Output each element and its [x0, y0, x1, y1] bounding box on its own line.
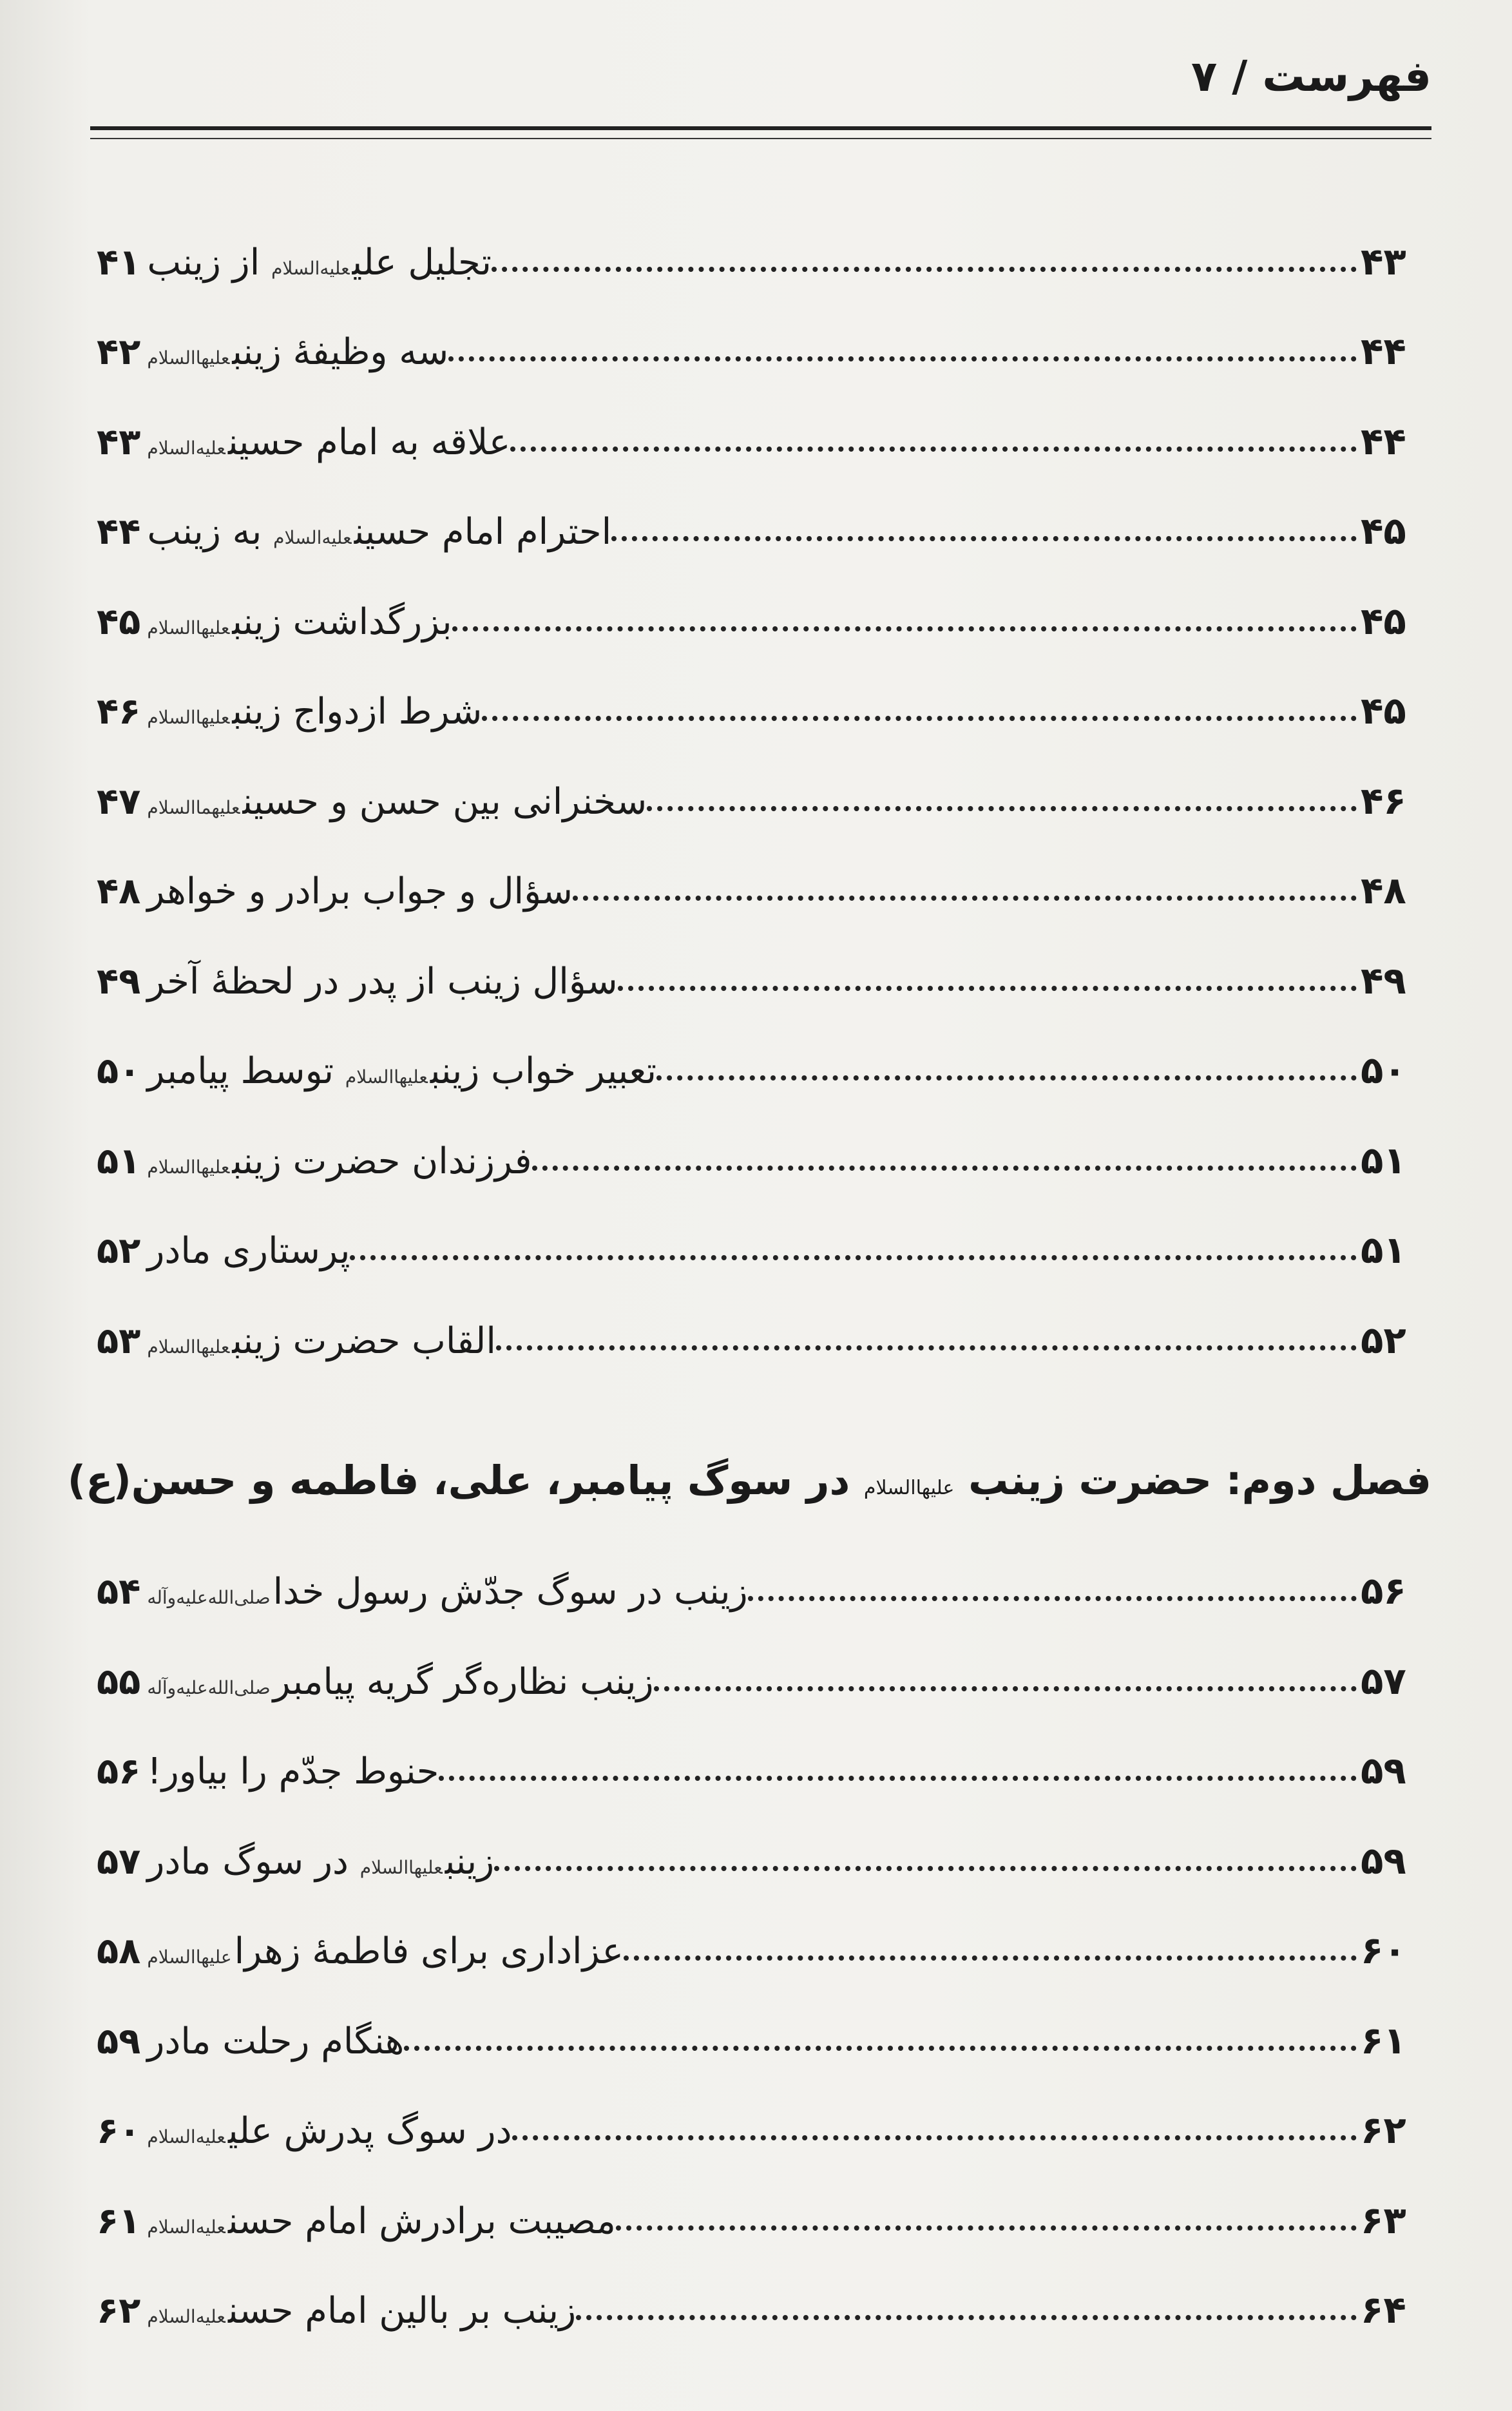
entry-page-number: ۴۳: [1361, 239, 1406, 283]
entry-title: [140, 2110, 512, 2152]
entry-honorific: علیه‌السلام: [147, 2306, 225, 2327]
entry-title: [140, 961, 617, 1003]
entry-page-number: ۴۴: [1361, 419, 1406, 463]
dot-leader: [573, 896, 1357, 901]
entry-page-number: ۵۰: [1361, 1048, 1406, 1092]
entry-number: ۴۳: [97, 421, 141, 463]
entry-honorific: علیه‌السلام: [147, 2126, 225, 2147]
toc-entry: [90, 1182, 1431, 1273]
toc-entry: [90, 2062, 1431, 2153]
entry-honorific: علیه‌السلام: [271, 257, 350, 279]
entry-title: [140, 1050, 656, 1092]
entry-title: [140, 1661, 653, 1703]
entry-title-suffix: به زینب: [147, 511, 262, 553]
entry-page-number: ۴۸: [1361, 869, 1406, 912]
entry-title: [140, 1571, 747, 1613]
dot-leader: [647, 806, 1357, 811]
entry-title: [140, 601, 452, 643]
toc-entry: [90, 283, 1431, 374]
entry-number: ۵۲: [97, 1230, 141, 1272]
entry-title-text: پرستاری مادر: [147, 1230, 350, 1272]
entry-page-number: ۴۶: [1361, 778, 1406, 823]
entry-page-number: ۴۴: [1361, 329, 1406, 373]
chapter-heading: [67, 1362, 1431, 1523]
entry-page-number: ۴۵: [1361, 689, 1406, 733]
toc-entry: [90, 463, 1431, 553]
entry-number: ۴۴: [97, 511, 141, 553]
toc-entry: [90, 1092, 1431, 1182]
entry-title-text: بزرگداشت زینب: [232, 600, 452, 643]
entry-number: ۵۰: [97, 1050, 141, 1092]
entry-page-number: ۴۵: [1361, 509, 1406, 553]
chapter-title: [68, 1457, 1431, 1504]
entry-title: [140, 1140, 531, 1182]
toc-entry: [90, 1613, 1431, 1703]
entry-honorific: علیه‌السلام: [147, 437, 225, 459]
dot-leader: [611, 536, 1357, 541]
entry-title-text: مصیبت برادرش امام حسن: [227, 2200, 616, 2242]
toc-entry: [90, 373, 1431, 463]
toc-section-1: [90, 193, 1431, 1362]
toc-section-2: [90, 1523, 1431, 2332]
entry-title-text: زینب نظاره‌گر گریه پیامبر: [273, 1660, 654, 1703]
toc-entry: [90, 912, 1431, 1003]
dot-leader: [496, 1345, 1357, 1350]
dot-leader: [482, 716, 1357, 721]
entry-honorific: صلی‌الله‌علیه‌وآله: [147, 1587, 271, 1608]
toc-entry: [90, 193, 1431, 283]
entry-number: ۴۹: [97, 960, 141, 1003]
entry-honorific: علیهاالسلام: [147, 347, 230, 369]
entry-title-text: زینب در سوگ جدّش رسول خدا: [273, 1571, 748, 1613]
entry-honorific: علیهاالسلام: [147, 1156, 230, 1178]
entry-page-number: ۴۵: [1361, 599, 1406, 643]
dot-leader: [350, 1255, 1357, 1260]
table-of-contents: [67, 193, 1431, 2332]
entry-title: [140, 2021, 404, 2062]
entry-title-suffix: از زینب: [147, 241, 260, 283]
entry-number: ۶۰: [97, 2110, 141, 2152]
toc-entry: [90, 1703, 1431, 1793]
dot-leader: [654, 1686, 1357, 1691]
entry-title: [140, 1320, 496, 1362]
dot-leader: [492, 267, 1357, 272]
entry-title: [140, 870, 573, 912]
entry-title-text: شرط ازدواج زینب: [232, 691, 483, 733]
entry-title: [140, 511, 611, 553]
dot-leader: [656, 1075, 1357, 1081]
entry-page-number: ۴۹: [1361, 958, 1406, 1003]
entry-title-text: حنوط جدّم را بیاور!: [147, 1751, 439, 1792]
dot-leader: [510, 447, 1357, 452]
dot-leader: [512, 2135, 1357, 2140]
dot-leader: [532, 1166, 1357, 1171]
entry-title: [140, 2290, 576, 2332]
chapter-title-a: فصل دوم: حضرت زینب: [968, 1456, 1431, 1504]
entry-number: ۶۱: [97, 2200, 141, 2242]
entry-title-text: القاب حضرت زینب: [232, 1320, 496, 1362]
entry-page-number: ۵۶: [1361, 1569, 1406, 1613]
entry-title: [140, 1751, 439, 1792]
entry-title: [140, 1230, 350, 1272]
entry-honorific: علیهاالسلام: [147, 1336, 230, 1358]
dot-leader: [439, 1776, 1357, 1781]
entry-number: ۵۷: [97, 1840, 141, 1883]
entry-title-suffix: توسط پیامبر: [147, 1050, 334, 1092]
entry-honorific: علیهاالسلام: [147, 1946, 232, 1968]
entry-page-number: ۶۳: [1361, 2198, 1406, 2242]
toc-entry: [90, 553, 1431, 643]
entry-number: ۵۸: [97, 1930, 141, 1972]
entry-title-text: سؤال و جواب برادر و خواهر: [147, 870, 573, 912]
entry-honorific: علیهماالسلام: [147, 796, 240, 818]
entry-honorific: صلی‌الله‌علیه‌وآله: [147, 1676, 271, 1698]
entry-title-text: سؤال زینب از پدر در لحظهٔ آخر: [147, 960, 618, 1003]
entry-number: ۴۱: [97, 241, 141, 283]
entry-page-number: ۵۹: [1361, 1838, 1406, 1883]
entry-number: ۴۷: [97, 780, 141, 823]
entry-number: ۴۲: [97, 331, 141, 373]
entry-page-number: ۵۲: [1361, 1318, 1406, 1362]
entry-number: ۴۸: [97, 870, 141, 912]
toc-entry: [90, 1523, 1431, 1613]
entry-number: ۵۹: [97, 2020, 141, 2062]
entry-number: ۵۶: [97, 1751, 141, 1792]
entry-number: ۵۳: [97, 1320, 141, 1362]
entry-title-text: علاقه به امام حسین: [227, 421, 511, 463]
entry-title-text: زینب: [445, 1840, 495, 1883]
entry-number: ۵۱: [97, 1140, 141, 1182]
page-header: [81, 45, 1431, 110]
chapter-title-b: در سوگ پیامبر، علی، فاطمه و حسن(ع): [67, 1456, 850, 1504]
entry-number: ۵۵: [97, 1660, 141, 1703]
entry-title: [140, 242, 492, 283]
toc-entry: [90, 1792, 1431, 1883]
chapter-honor: علیهاالسلام: [863, 1476, 955, 1499]
entry-honorific: علیهاالسلام: [147, 707, 230, 728]
toc-entry: [90, 733, 1431, 823]
entry-title: [140, 1930, 624, 1972]
entry-page-number: ۵۱: [1361, 1228, 1406, 1272]
entry-honorific: علیهاالسلام: [147, 617, 230, 639]
entry-title-text: فرزندان حضرت زینب: [232, 1140, 532, 1182]
entry-title-text: احترام امام حسین: [354, 511, 612, 553]
toc-entry: [90, 643, 1431, 733]
entry-number: ۴۶: [97, 691, 141, 733]
entry-title-text: زینب بر بالین امام حسن: [227, 2290, 577, 2332]
header-rule-thin: [90, 138, 1431, 139]
entry-page-number: ۶۲: [1361, 2108, 1406, 2152]
toc-entry: [90, 1272, 1431, 1362]
entry-honorific: علیه‌السلام: [147, 2216, 225, 2238]
dot-leader: [624, 1955, 1357, 1961]
entry-title-text: سخنرانی بین حسن و حسین: [242, 780, 647, 823]
entry-title-text: عزاداری برای فاطمهٔ زهرا: [234, 1930, 624, 1972]
entry-number: ۵۴: [97, 1571, 141, 1613]
header-rule-thick: [90, 126, 1431, 130]
entry-title-text: در سوگ پدرش علی: [227, 2110, 512, 2152]
entry-title-text: تجلیل علی: [352, 241, 492, 283]
toc-entry: [90, 823, 1431, 913]
entry-title-suffix: در سوگ مادر: [147, 1840, 349, 1883]
toc-entry: [90, 2152, 1431, 2242]
entry-number: ۶۲: [97, 2290, 141, 2332]
toc-entry: [90, 1972, 1431, 2062]
dot-leader: [452, 626, 1357, 631]
entry-title: [140, 421, 510, 463]
entry-title: [140, 2200, 615, 2242]
entry-title: [140, 691, 482, 733]
dot-leader: [616, 2225, 1357, 2231]
entry-page-number: ۵۹: [1361, 1749, 1406, 1792]
dot-leader: [448, 356, 1357, 361]
header-title: فهرست / ۷: [1191, 52, 1431, 101]
entry-page-number: ۶۰: [1361, 1928, 1406, 1972]
entry-honorific: علیه‌السلام: [273, 527, 352, 548]
entry-page-number: ۶۱: [1361, 2018, 1406, 2062]
toc-entry: [90, 1883, 1431, 1973]
entry-title-text: سه وظیفهٔ زینب: [232, 331, 449, 373]
entry-honorific: علیهاالسلام: [345, 1066, 428, 1088]
dot-leader: [404, 2046, 1357, 2051]
dot-leader: [576, 2315, 1357, 2320]
entry-title: [140, 1841, 494, 1883]
entry-title-text: هنگام رحلت مادر: [147, 2020, 405, 2062]
entry-page-number: ۵۱: [1361, 1138, 1406, 1182]
entry-title-text: تعبیر خواب زینب: [430, 1050, 657, 1092]
toc-entry: [90, 1003, 1431, 1093]
toc-entry: [90, 2242, 1431, 2332]
entry-page-number: ۶۴: [1361, 2288, 1406, 2332]
dot-leader: [494, 1866, 1357, 1871]
entry-title: [140, 331, 448, 373]
entry-number: ۴۵: [97, 600, 141, 643]
entry-page-number: ۵۷: [1361, 1658, 1406, 1703]
entry-title: [140, 781, 647, 823]
entry-honorific: علیهاالسلام: [359, 1856, 443, 1878]
dot-leader: [748, 1596, 1357, 1601]
dot-leader: [618, 986, 1357, 991]
